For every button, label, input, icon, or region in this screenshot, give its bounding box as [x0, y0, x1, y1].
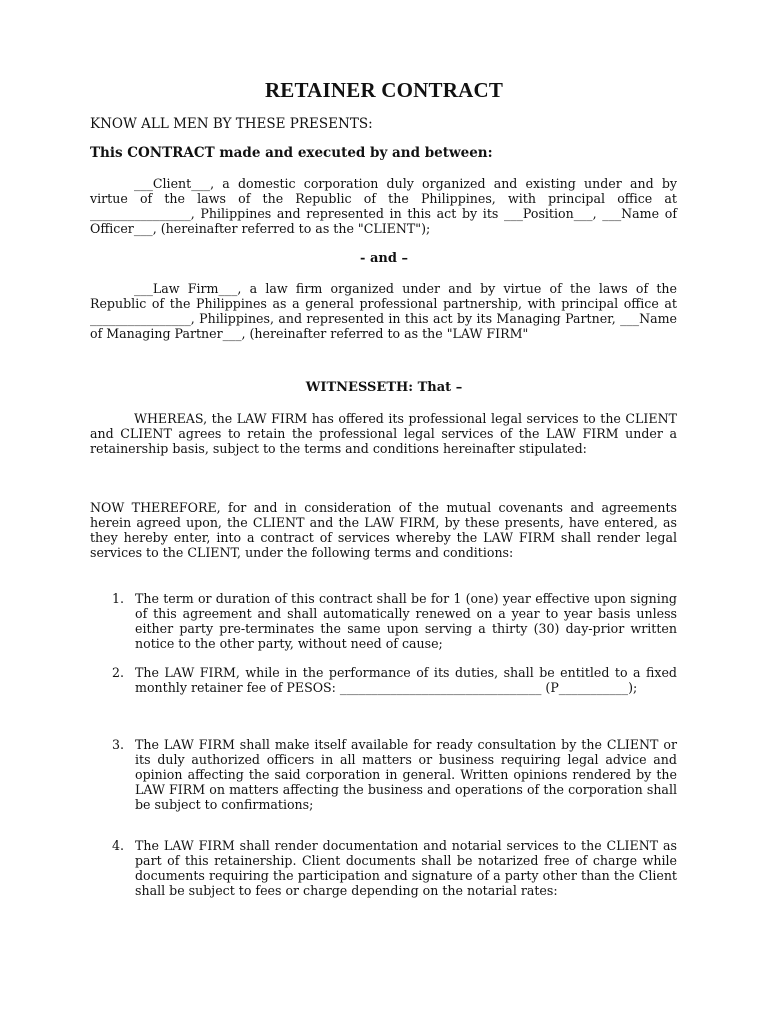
know-all-heading: KNOW ALL MEN BY THESE PRESENTS: — [90, 116, 373, 132]
document-title: RETAINER CONTRACT — [264, 78, 504, 102]
contract-between-heading: This CONTRACT made and executed by and between: — [90, 145, 493, 161]
whereas-paragraph: WHEREAS, the LAW FIRM has offered its professional legal services to the CLIENT and CLIENT agrees to retain the professional legal services of the LAW FIRM under a retainership basis, subject to the terms and conditions hereinafter stipulated: — [90, 411, 677, 456]
client-paragraph: ___Client___, a domestic corporation duly organized and existing under and by virtue of the laws of the Republic of the Philippines, with principal office at ________________, Philippines and represented in this act by its ___Position___, ___Name of Officer___, (hereinafter referred to as the "CLIENT"); — [90, 176, 677, 236]
term-item-3: The LAW FIRM shall make itself available for ready consultation by the CLIENT or its duly authorized officers in all matters or business requiring legal advice and opinion affecting the said corporation in general. Written opinions rendered by the LAW FIRM on matters affecting the business and operations of the corporation shall be subject to confirmations; — [135, 737, 677, 812]
term-number: 1. — [112, 591, 125, 606]
term-item-4: The LAW FIRM shall render documentation and notarial services to the CLIENT as part of this retainership. Client documents shall be notarized free of charge while documents requiring the participation and signature of a party other than the Client shall be subject to fees or charge depending on the notarial rates: — [135, 838, 677, 898]
term-item-1: The term or duration of this contract shall be for 1 (one) year effective upon signing of this agreement and shall automatically renewed on a year to year basis unless either party pre-terminates the same upon serving a thirty (30) day-prior written notice to the other party, without need of cause; — [135, 591, 677, 651]
term-item-2: The LAW FIRM, while in the performance of its duties, shall be entitled to a fixed monthly retainer fee of PESOS: ________________________________ (P___________); — [135, 665, 677, 695]
term-number: 4. — [112, 838, 125, 853]
now-therefore-paragraph: NOW THEREFORE, for and in consideration of the mutual covenants and agreements herein agreed upon, the CLIENT and the LAW FIRM, by these presents, have entered, as they hereby enter, into a contract of services whereby the LAW FIRM shall render legal services to the CLIENT, under the following terms and conditions: — [90, 500, 677, 560]
law-firm-paragraph: ___Law Firm___, a law firm organized under and by virtue of the laws of the Republic of the Philippines as a general professional partnership, with principal office at ________________, Philippines, and represented in this act by its Managing Partner, ___Name of Managing Partner___, (hereinafter referred to as the "LAW FIRM" — [90, 281, 677, 341]
witnesseth-heading: WITNESSETH: That – — [305, 380, 463, 395]
term-number: 2. — [112, 665, 125, 680]
term-number: 3. — [112, 737, 125, 752]
and-separator: - and – — [360, 251, 408, 266]
